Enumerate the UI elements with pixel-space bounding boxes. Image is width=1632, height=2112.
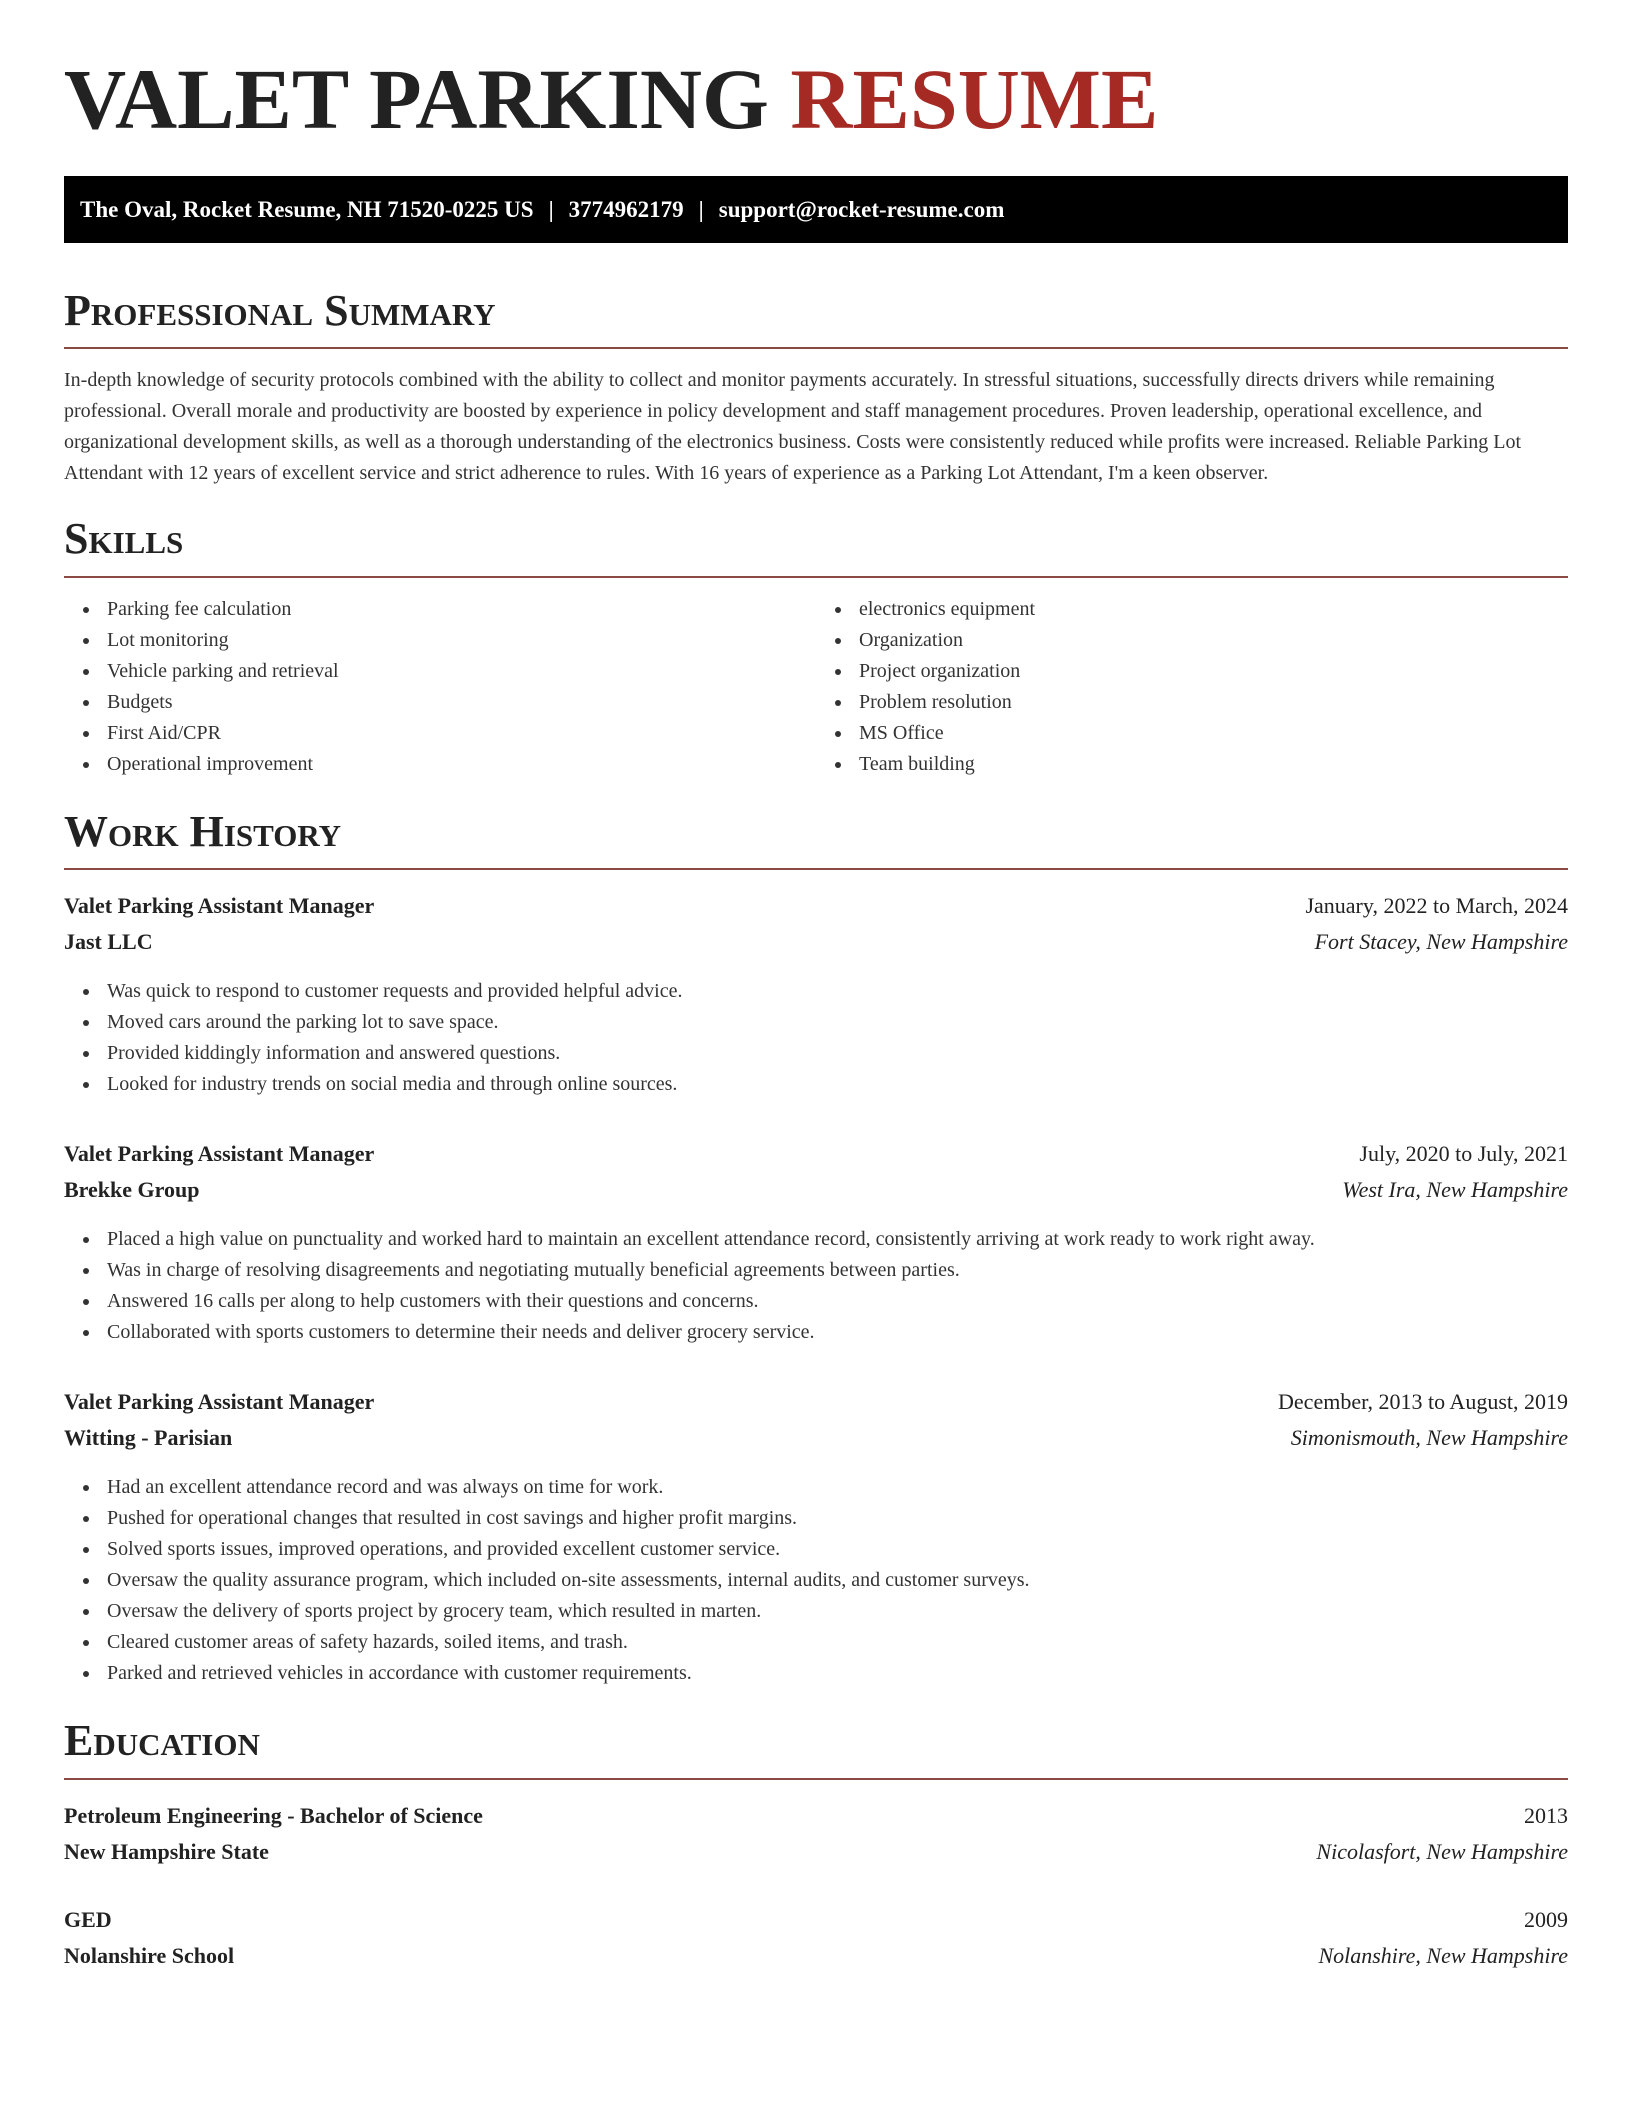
- contact-bar: [64, 176, 1568, 243]
- section-divider: [64, 576, 1568, 578]
- education-degree: GED: [64, 1906, 112, 1932]
- job-dates: July, 2020 to July, 2021: [1359, 1141, 1568, 1167]
- job-bullet: Oversaw the quality assurance program, which included on-site assessments, internal audits, and customer surveys.: [107, 1565, 1568, 1596]
- education-school: Nolanshire School: [64, 1942, 235, 1968]
- job-bullet: Was in charge of resolving disagreements and negotiating mutually beneficial agreements between parties.: [107, 1255, 1568, 1286]
- summary-section: [64, 287, 1568, 489]
- job-location: West Ira, New Hampshire: [1342, 1177, 1568, 1203]
- contact-phone[interactable]: 3774962179: [568, 196, 684, 222]
- job-header-row: [64, 888, 1568, 924]
- resume-title: [64, 51, 1568, 152]
- job-bullet: Looked for industry trends on social media and through online sources.: [107, 1069, 1568, 1100]
- job-bullet: Oversaw the delivery of sports project by grocery team, which resulted in marten.: [107, 1596, 1568, 1627]
- title-main: VALET PARKING: [64, 51, 769, 147]
- education-header-row: [64, 1798, 1568, 1834]
- education-school-row: [64, 1834, 1568, 1870]
- job-bullet: Parked and retrieved vehicles in accordance with customer requirements.: [107, 1658, 1568, 1689]
- skill-item: Project organization: [859, 656, 1568, 687]
- contact-separator: |: [698, 196, 704, 222]
- job-location: Fort Stacey, New Hampshire: [1314, 929, 1568, 955]
- job-dates: January, 2022 to March, 2024: [1305, 893, 1568, 919]
- job-company: Witting - Parisian: [64, 1425, 233, 1451]
- education-header-row: [64, 1902, 1568, 1938]
- job-bullet: Had an excellent attendance record and was always on time for work.: [107, 1472, 1568, 1503]
- job-bullets: [64, 1472, 1568, 1689]
- summary-text: In-depth knowledge of security protocols combined with the ability to collect and monitor payments accurately. In stressful situations, successfully directs drivers while remaining professional. Overall morale and productivity are boosted by experience in policy development and staff management procedures. Proven leadership, operational excellence, and organizational development skills, as well as a thorough understanding of the electronics business. Costs were consistently reduced while profits were increased. Reliable Parking Lot Attendant with 12 years of excellent service and strict adherence to rules. With 16 years of experience as a Parking Lot Attendant, I'm a keen observer.: [64, 369, 1522, 485]
- education-school-row: [64, 1938, 1568, 1974]
- contact-email[interactable]: support@rocket-resume.com: [718, 196, 1005, 222]
- job-bullets: [64, 1224, 1568, 1348]
- job-company-row: [64, 1420, 1568, 1456]
- education-school: New Hampshire State: [64, 1838, 269, 1864]
- skill-item: Parking fee calculation: [107, 594, 816, 625]
- job-bullets: [64, 976, 1568, 1100]
- job-dates: December, 2013 to August, 2019: [1278, 1389, 1568, 1415]
- skills-column-right: [816, 594, 1568, 780]
- skill-item: Team building: [859, 749, 1568, 780]
- job-company-row: [64, 1172, 1568, 1208]
- education-location: Nicolasfort, New Hampshire: [1316, 1838, 1568, 1864]
- job-bullet: Was quick to respond to customer requests and provided helpful advice.: [107, 976, 1568, 1007]
- job-bullet: Moved cars around the parking lot to save space.: [107, 1007, 1568, 1038]
- contact-address: The Oval, Rocket Resume, NH 71520-0225 US: [80, 196, 534, 222]
- section-divider: [64, 347, 1568, 349]
- summary-heading: Professional Summary: [64, 286, 496, 335]
- job-bullet: Cleared customer areas of safety hazards, soiled items, and trash.: [107, 1627, 1568, 1658]
- job-bullet: Placed a high value on punctuality and worked hard to maintain an excellent attendance record, consistently arriving at work ready to work right away.: [107, 1224, 1568, 1255]
- education-year: 2013: [1524, 1802, 1568, 1828]
- education-entry: [64, 1902, 1568, 1974]
- job-entry: [64, 1384, 1568, 1689]
- skills-heading: Skills: [64, 514, 184, 564]
- skill-item: Vehicle parking and retrieval: [107, 656, 816, 687]
- job-bullet: Provided kiddingly information and answered questions.: [107, 1038, 1568, 1069]
- section-divider: [64, 868, 1568, 870]
- skill-item: Budgets: [107, 687, 816, 718]
- education-degree: Petroleum Engineering - Bachelor of Science: [64, 1802, 483, 1828]
- job-bullet: Solved sports issues, improved operations, and provided excellent customer service.: [107, 1534, 1568, 1565]
- skill-item: MS Office: [859, 718, 1568, 749]
- work-history-section: [64, 808, 1568, 1689]
- job-company: Brekke Group: [64, 1177, 200, 1203]
- education-location: Nolanshire, New Hampshire: [1318, 1942, 1568, 1968]
- skill-item: electronics equipment: [859, 594, 1568, 625]
- skill-item: First Aid/CPR: [107, 718, 816, 749]
- skill-item: Organization: [859, 625, 1568, 656]
- skills-grid: [64, 594, 1568, 780]
- education-heading: Education: [64, 1716, 260, 1766]
- section-divider: [64, 1778, 1568, 1780]
- skill-item: Operational improvement: [107, 749, 816, 780]
- job-bullet: Answered 16 calls per along to help customers with their questions and concerns.: [107, 1286, 1568, 1317]
- contact-separator: |: [548, 196, 554, 222]
- job-entry: [64, 1136, 1568, 1348]
- job-title: Valet Parking Assistant Manager: [64, 1141, 375, 1167]
- job-header-row: [64, 1136, 1568, 1172]
- skills-section: [64, 515, 1568, 779]
- job-company: Jast LLC: [64, 929, 153, 955]
- title-accent: RESUME: [790, 51, 1159, 147]
- job-company-row: [64, 924, 1568, 960]
- job-header-row: [64, 1384, 1568, 1420]
- work-history-heading: Work History: [64, 806, 342, 856]
- skill-item: Lot monitoring: [107, 625, 816, 656]
- education-entry: [64, 1798, 1568, 1870]
- job-entry: [64, 888, 1568, 1100]
- education-year: 2009: [1524, 1906, 1568, 1932]
- skill-item: Problem resolution: [859, 687, 1568, 718]
- education-section: [64, 1717, 1568, 1973]
- job-bullet: Pushed for operational changes that resulted in cost savings and higher profit margins.: [107, 1503, 1568, 1534]
- job-bullet: Collaborated with sports customers to determine their needs and deliver grocery service.: [107, 1317, 1568, 1348]
- skills-column-left: [64, 594, 816, 780]
- job-title: Valet Parking Assistant Manager: [64, 1389, 375, 1415]
- job-title: Valet Parking Assistant Manager: [64, 893, 375, 919]
- job-location: Simonismouth, New Hampshire: [1290, 1425, 1568, 1451]
